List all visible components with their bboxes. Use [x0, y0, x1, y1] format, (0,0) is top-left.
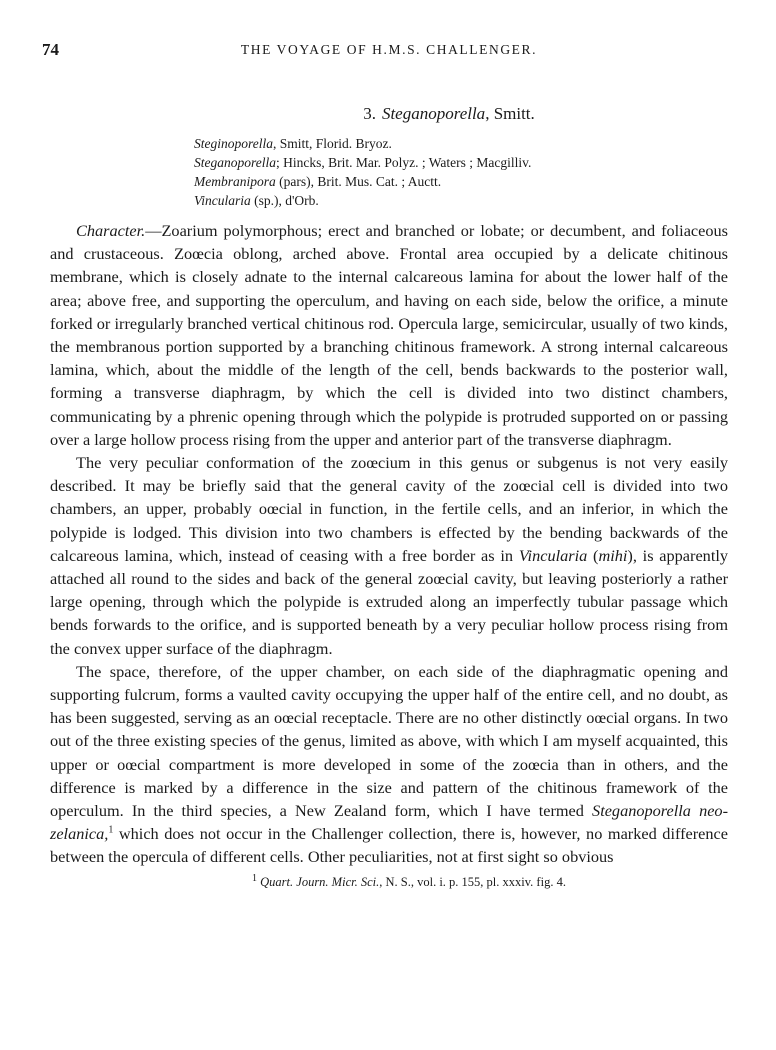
synonym-line [194, 191, 728, 210]
genus-heading [50, 104, 728, 124]
genus-author: , Smitt. [485, 104, 535, 123]
synonymy-list [194, 134, 728, 210]
character-text: —Zoarium polymorphous; erect and branched or lobate; or decumbent, and foliaceous and crustaceous. Zoœcia oblong, arched above. Frontal area occupied by a delicate chitinous membrane, which is closely adnate to the internal calcareous lamina for about the lower half of the area; above free, and supporting the operculum, and having on each side, below the orifice, a minute forked or irregularly branched vertical chitinous rod. Opercula large, semicircular, usually of two kinds, the membranous portion supported by a branching chitinous framework. A strong internal calcareous lamina, which, about the middle of the length of the cell, bends backwards to the posterior wall, forming a transverse diaphragm, by which the cell is divided into two distinct chambers, communicating by a phrenic opening through which the polypide is protruded supported on or passing over a large hollow process rising from the upper and anterior part of the transverse diaphragm. [50, 221, 728, 449]
synonym-name: Membranipora [194, 174, 276, 189]
page-number: 74 [42, 40, 59, 59]
synonym-name: Steginoporella [194, 136, 273, 151]
italic-term: Steganoporella neo-zelanica, [50, 801, 728, 844]
genus-name: Steganoporella [381, 104, 486, 123]
body-text [50, 219, 728, 869]
footnote-citation: , N. S., vol. i. p. 155, pl. xxxiv. fig. 4. [379, 874, 566, 889]
paragraph-zooecium [50, 451, 728, 660]
paragraph-text: The space, therefore, of the upper chamber, on each side of the diaphragmatic opening and supporting fulcrum, forms a vaulted cavity occupying the upper half of the entire cell, and no doubt, as has been suggested, serving as an oœcial receptacle. There are no other distinctly oœcial organs. In two out of the three existing species of the genus, limited as above, with which I am myself acquainted, this upper or oœcial compartment is more developed in some of the zoœcia than in others, and the difference is marked by a difference in the size and pattern of the chitinous framework of the operculum. In the third species, a New Zealand form, which I have termed [50, 661, 728, 821]
synonym-citation: ; Hincks, Brit. Mar. Polyz. ; Waters ; Macgilliv. [276, 155, 532, 170]
paragraph-upper-chamber [50, 660, 728, 869]
footnote-marker: 1 [252, 872, 258, 884]
footnote-reference[interactable]: 1 [108, 824, 114, 836]
paragraph-text: which does not occur in the Challenger collection, there is, however, no marked difference between the opercula of different cells. Other peculiarities, not at first sight so obvious [50, 824, 728, 867]
character-label: Character. [76, 221, 146, 240]
page [42, 40, 729, 890]
synonym-line [194, 153, 728, 172]
paragraph-text: ( [587, 545, 599, 565]
italic-term: mihi [598, 545, 628, 565]
synonym-line [194, 134, 728, 153]
footnote [50, 872, 728, 890]
synonym-name: Vincularia [194, 193, 251, 208]
synonym-name: Steganoporella [194, 155, 276, 170]
running-title: THE VOYAGE OF H.M.S. CHALLENGER. [240, 42, 538, 57]
paragraph-character [50, 219, 728, 451]
italic-term: Vincularia [518, 545, 588, 565]
genus-number: 3. [363, 104, 376, 123]
synonym-citation: (pars), Brit. Mus. Cat. ; Auctt. [275, 174, 442, 189]
footnote-journal: Quart. Journ. Micr. Sci. [260, 874, 380, 889]
synonym-line [194, 172, 728, 191]
synonym-citation: (sp.), d'Orb. [250, 193, 319, 208]
running-head [42, 40, 728, 64]
paragraph-text: ), is apparently attached all round to the sides and back of the general zoœcial cavity, but leaving posteriorly a rather large opening, through which the polypide is extruded along an imperfectly tubular passage which bends forwards to the orifice, and is supported beneath by a very peculiar hollow process rising from the convex upper surface of the diaphragm. [50, 545, 729, 658]
paragraph-text: The very peculiar conformation of the zoœcium in this genus or subgenus is not very easily described. It may be briefly said that the general cavity of the zoœcial cell is divided into two chambers, an upper, probably oœcial in function, in the fertile cells, and an inferior, in which the polypide is lodged. This division into two chambers is effected by the bending backwards of the calcareous lamina, which, instead of ceasing with a free border as in [50, 453, 728, 565]
synonym-citation: , Smitt, Florid. Bryoz. [273, 136, 392, 151]
